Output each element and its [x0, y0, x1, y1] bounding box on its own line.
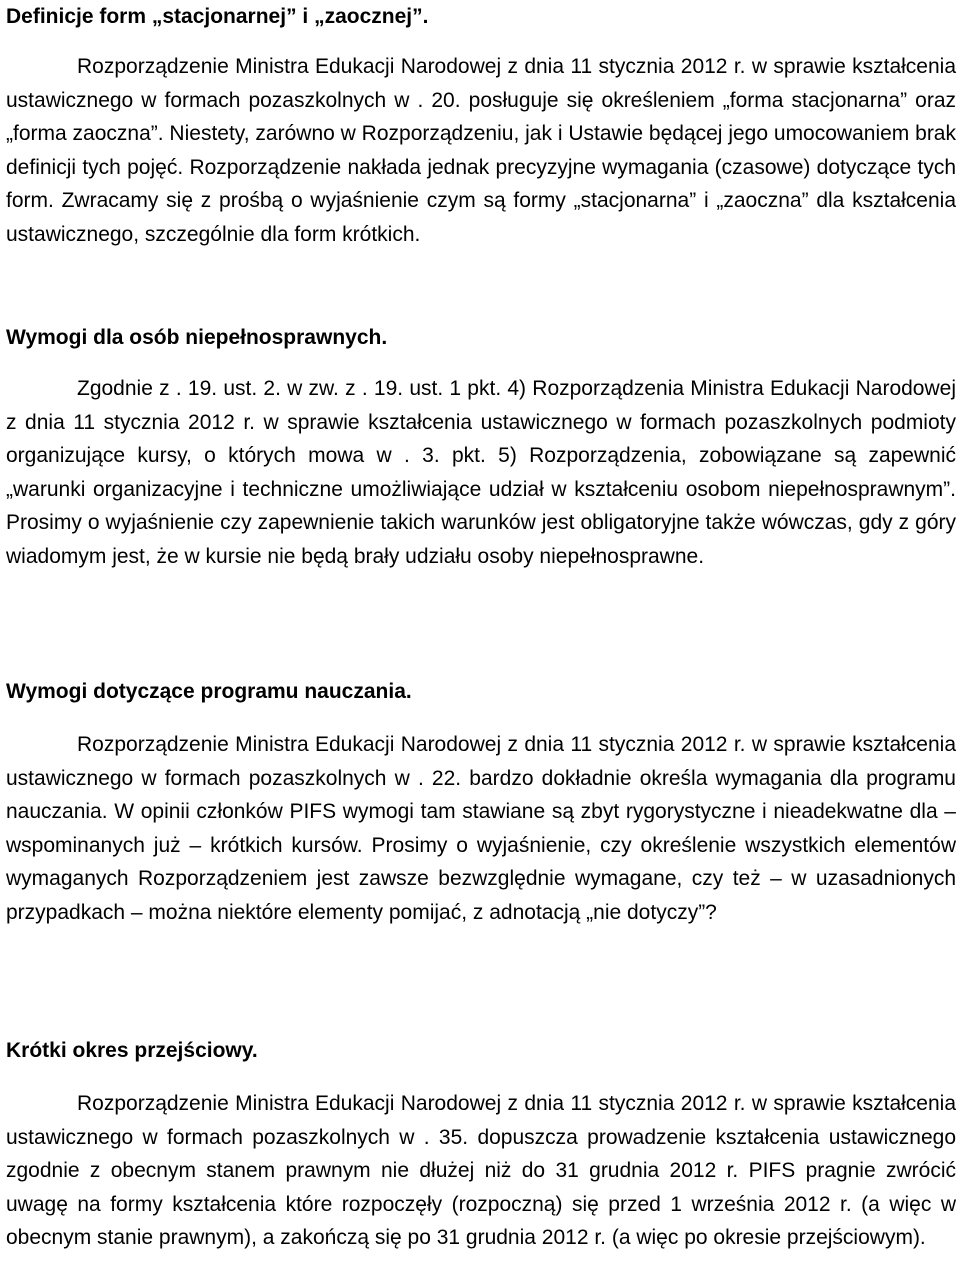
section-heading-transition: Krótki okres przejściowy.: [6, 1039, 258, 1062]
section-paragraph-forms: Rozporządzenie Ministra Edukacji Narodowej z dnia 11 stycznia 2012 r. w sprawie kształcenia ustawicznego w formach pozaszkolnych w . 20. posługuje się określeniem „forma stacjonarna” oraz „forma zaoczna”. Niestety, zarówno w Rozporządzeniu, jak i Ustawie będącej jego umocowaniem brak definicji tych pojęć. Rozporządzenie nakłada jednak precyzyjne wymagania (czasowe) dotyczące tych form. Zwracamy się z prośbą o wyjaśnienie czym są formy „stacjonarna” i „zaoczna” dla kształcenia ustawicznego, szczególnie dla form krótkich.: [6, 55, 956, 246]
section-heading-curriculum: Wymogi dotyczące programu nauczania.: [6, 680, 412, 703]
section-paragraph-transition: Rozporządzenie Ministra Edukacji Narodowej z dnia 11 stycznia 2012 r. w sprawie kształcenia ustawicznego w formach pozaszkolnych w . 35. dopuszcza prowadzenie kształcenia ustawicznego zgodnie z obecnym stanem prawnym nie dłużej niż do 31 grudnia 2012 r. PIFS pragnie zwrócić uwagę na formy kształcenia które rozpoczęły (rozpoczną) się przed 1 września 2012 r. (a więc w obecnym stanie prawnym), a zakończą się po 31 grudnia 2012 r. (a więc po okresie przejściowym).: [6, 1092, 956, 1250]
section-paragraph-curriculum: Rozporządzenie Ministra Edukacji Narodowej z dnia 11 stycznia 2012 r. w sprawie kształcenia ustawicznego w formach pozaszkolnych w . 22. bardzo dokładnie określa wymagania dla programu nauczania. W opinii członków PIFS wymogi tam stawiane są zbyt rygorystyczne i nieadekwatne dla – wspominanych już – krótkich kursów. Prosimy o wyjaśnienie, czy określenie wszystkich elementów wymaganych Rozporządzeniem jest zawsze bezwzględnie wymagane, czy też – w uzasadnionych przypadkach – można niektóre elementy pomijać, z adnotacją „nie dotyczy”?: [6, 733, 956, 924]
section-heading-forms: Definicje form „stacjonarnej” i „zaocznej”.: [6, 5, 429, 28]
section-heading-disabled: Wymogi dla osób niepełnosprawnych.: [6, 326, 388, 349]
section-paragraph-disabled: Zgodnie z . 19. ust. 2. w zw. z . 19. ust. 1 pkt. 4) Rozporządzenia Ministra Edukacji Narodowej z dnia 11 stycznia 2012 r. w sprawie kształcenia ustawicznego w formach pozaszkolnych podmioty organizujące kursy, o których mowa w . 3. pkt. 5) Rozporządzenia, zobowiązane są zapewnić „warunki organizacyjne i techniczne umożliwiające udział w kształceniu osobom niepełnosprawnym”. Prosimy o wyjaśnienie czy zapewnienie takich warunków jest obligatoryjne także wówczas, gdy z góry wiadomym jest, że w kursie nie będą brały udziału osoby niepełnosprawne.: [6, 377, 956, 568]
